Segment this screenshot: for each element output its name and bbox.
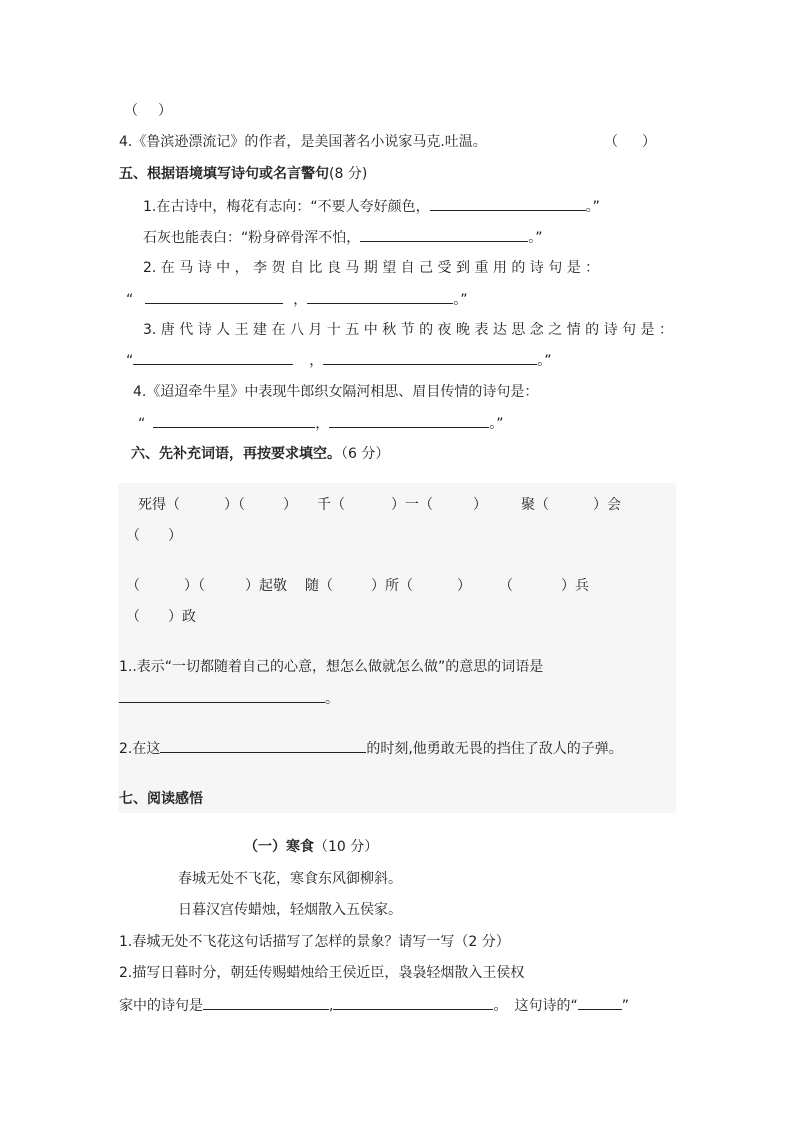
answer-paren-4 — [604, 132, 656, 152]
s7-q1 — [119, 932, 510, 952]
idiom-part: （ ）政 — [126, 609, 196, 625]
s7-q1-text: 1.春城无处不飞花这句话描写了怎样的景象？请写一写（2 分） — [119, 934, 510, 950]
s5-q4-text: 4.《迢迢牵牛星》中表现牛郎织女隔河相思、眉目传情的诗句是： — [133, 384, 539, 400]
section-5-score: (8 分) — [329, 166, 368, 182]
s5-q4-answer — [138, 413, 504, 434]
idiom-part: ）起敬 — [245, 578, 287, 594]
s7-q2-line2 — [119, 995, 629, 1016]
poem-line-2 — [178, 900, 402, 920]
idiom-part: ）一（ — [391, 497, 433, 513]
s5-q1-text: 1.在古诗中，梅花有志向：“不要人夸好颜色， — [143, 199, 430, 215]
quote-end: ” — [621, 998, 629, 1014]
s7-q2-text: 2.描写日暮时分，朝廷传赐蜡烛给王侯近臣，袅袅轻烟散入王侯权 — [119, 965, 525, 981]
quote-end: 。” — [585, 199, 600, 215]
question-4-text: 4.《鲁滨逊漂流记》的作者，是美国著名小说家马克.吐温。 — [119, 134, 487, 150]
idiom-row-1b — [126, 526, 182, 546]
s5-q3-answer — [126, 350, 552, 371]
comma: ， — [309, 353, 324, 369]
s6-q2-text-b: 的时刻,他勇敢无畏的挡住了敌人的子弹。 — [366, 741, 623, 757]
s5-q3-text: 3. 唐 代 诗 人 王 建 在 八 月 十 五 中 秋 节 的 夜 晚 表 达 思 念 之 情 的 诗 句 是 ： — [143, 322, 673, 338]
period: 。 — [325, 691, 339, 707]
section-6-title: 六、先补充词语，再按要求填空。 — [131, 446, 341, 462]
s5-q4 — [133, 382, 538, 402]
quote-end: 。” — [537, 353, 552, 369]
quote-end: 。” — [489, 416, 504, 432]
answer-blank[interactable] — [145, 289, 283, 304]
s5-q3 — [143, 320, 673, 340]
idiom-part: （ — [499, 578, 513, 594]
comma: ， — [315, 416, 330, 432]
s6-q1-answer — [119, 688, 339, 709]
comma: ， — [293, 292, 308, 308]
answer-paren — [124, 101, 172, 121]
s6-q1-text: 1..表示“一切都随着自己的心意，想怎么做就怎么做”的意思的词语是 — [119, 659, 544, 675]
answer-blank[interactable] — [329, 413, 489, 428]
idiom-part: 死得（ — [138, 497, 180, 513]
answer-blank[interactable] — [307, 289, 453, 304]
poem-line-1 — [178, 869, 402, 889]
comma: , — [329, 998, 334, 1014]
shaded-block — [118, 483, 676, 813]
idiom-part: ） — [473, 497, 487, 513]
quote-end: 。” — [453, 292, 468, 308]
answer-blank[interactable] — [119, 688, 325, 703]
section-7-heading — [119, 789, 203, 809]
section-5-heading — [119, 164, 367, 184]
quote-open: “ — [126, 353, 134, 369]
section-6-score: （6 分） — [341, 446, 390, 462]
idiom-part: （ — [126, 578, 140, 594]
answer-blank[interactable] — [333, 995, 493, 1010]
answer-blank[interactable] — [430, 196, 586, 211]
section-5-title: 五、根据语境填写诗句或名言警句 — [119, 166, 329, 182]
s5-q1b-text: 石灰也能表白：“粉身碎骨浑不怕， — [143, 230, 361, 246]
answer-blank[interactable] — [578, 995, 622, 1010]
idiom-part: ） — [457, 578, 471, 594]
paren-open: （ — [124, 103, 138, 119]
s5-q2 — [143, 258, 599, 278]
poem-line-text: 日暮汉宫传蜡烛，轻烟散入五侯家。 — [178, 902, 402, 918]
idiom-row-2 — [126, 576, 589, 596]
quote-open: “ — [138, 416, 146, 432]
paren-close: ） — [642, 134, 656, 150]
question-4 — [119, 132, 487, 152]
poem-title: （一）寒食 — [244, 839, 314, 855]
quote-open: “ — [126, 292, 134, 308]
answer-blank[interactable] — [160, 738, 366, 753]
idiom-part: ）（ — [184, 578, 205, 594]
idiom-part: （ ） — [126, 528, 182, 544]
answer-blank[interactable] — [360, 227, 528, 242]
idiom-row-2b — [126, 607, 196, 627]
s5-q1-line1 — [143, 196, 600, 217]
idiom-part: 千（ — [317, 497, 345, 513]
section-7-title: 七、阅读感悟 — [119, 791, 203, 807]
s6-q1 — [119, 657, 543, 677]
section-6-heading — [131, 444, 389, 464]
poem-score: （10 分） — [314, 839, 379, 855]
s6-q2 — [119, 738, 623, 759]
idiom-part: ）所（ — [371, 578, 413, 594]
quote-end: 。” — [528, 230, 543, 246]
idiom-part: ）会 — [593, 497, 621, 513]
poem-line-text: 春城无处不飞花，寒食东风御柳斜。 — [178, 871, 402, 887]
s5-q2-text: 2. 在 马 诗 中 ， 李 贺 自 比 良 马 期 望 自 己 受 到 重 用 的 诗 句 是 ： — [143, 260, 600, 276]
poem-heading — [244, 837, 378, 857]
s7-q2-text-b: 家中的诗句是 — [119, 998, 203, 1014]
idiom-row-1 — [138, 495, 621, 515]
s7-q2-line1 — [119, 963, 524, 983]
paren-open: （ — [604, 134, 618, 150]
idiom-part: 随（ — [305, 578, 333, 594]
s5-q1-line2 — [143, 227, 543, 248]
idiom-part: 聚（ — [521, 497, 549, 513]
idiom-part: ） — [283, 497, 297, 513]
answer-blank[interactable] — [133, 350, 293, 365]
idiom-part: ）（ — [224, 497, 245, 513]
s6-q2-text-a: 2.在这 — [119, 741, 161, 757]
answer-blank[interactable] — [203, 995, 329, 1010]
s5-q2-answer — [126, 289, 468, 310]
answer-blank[interactable] — [153, 413, 315, 428]
idiom-part: ）兵 — [561, 578, 589, 594]
s7-q2-text-c: 。 这句诗的“ — [493, 998, 578, 1014]
paren-close: ） — [158, 103, 172, 119]
answer-blank[interactable] — [323, 350, 537, 365]
